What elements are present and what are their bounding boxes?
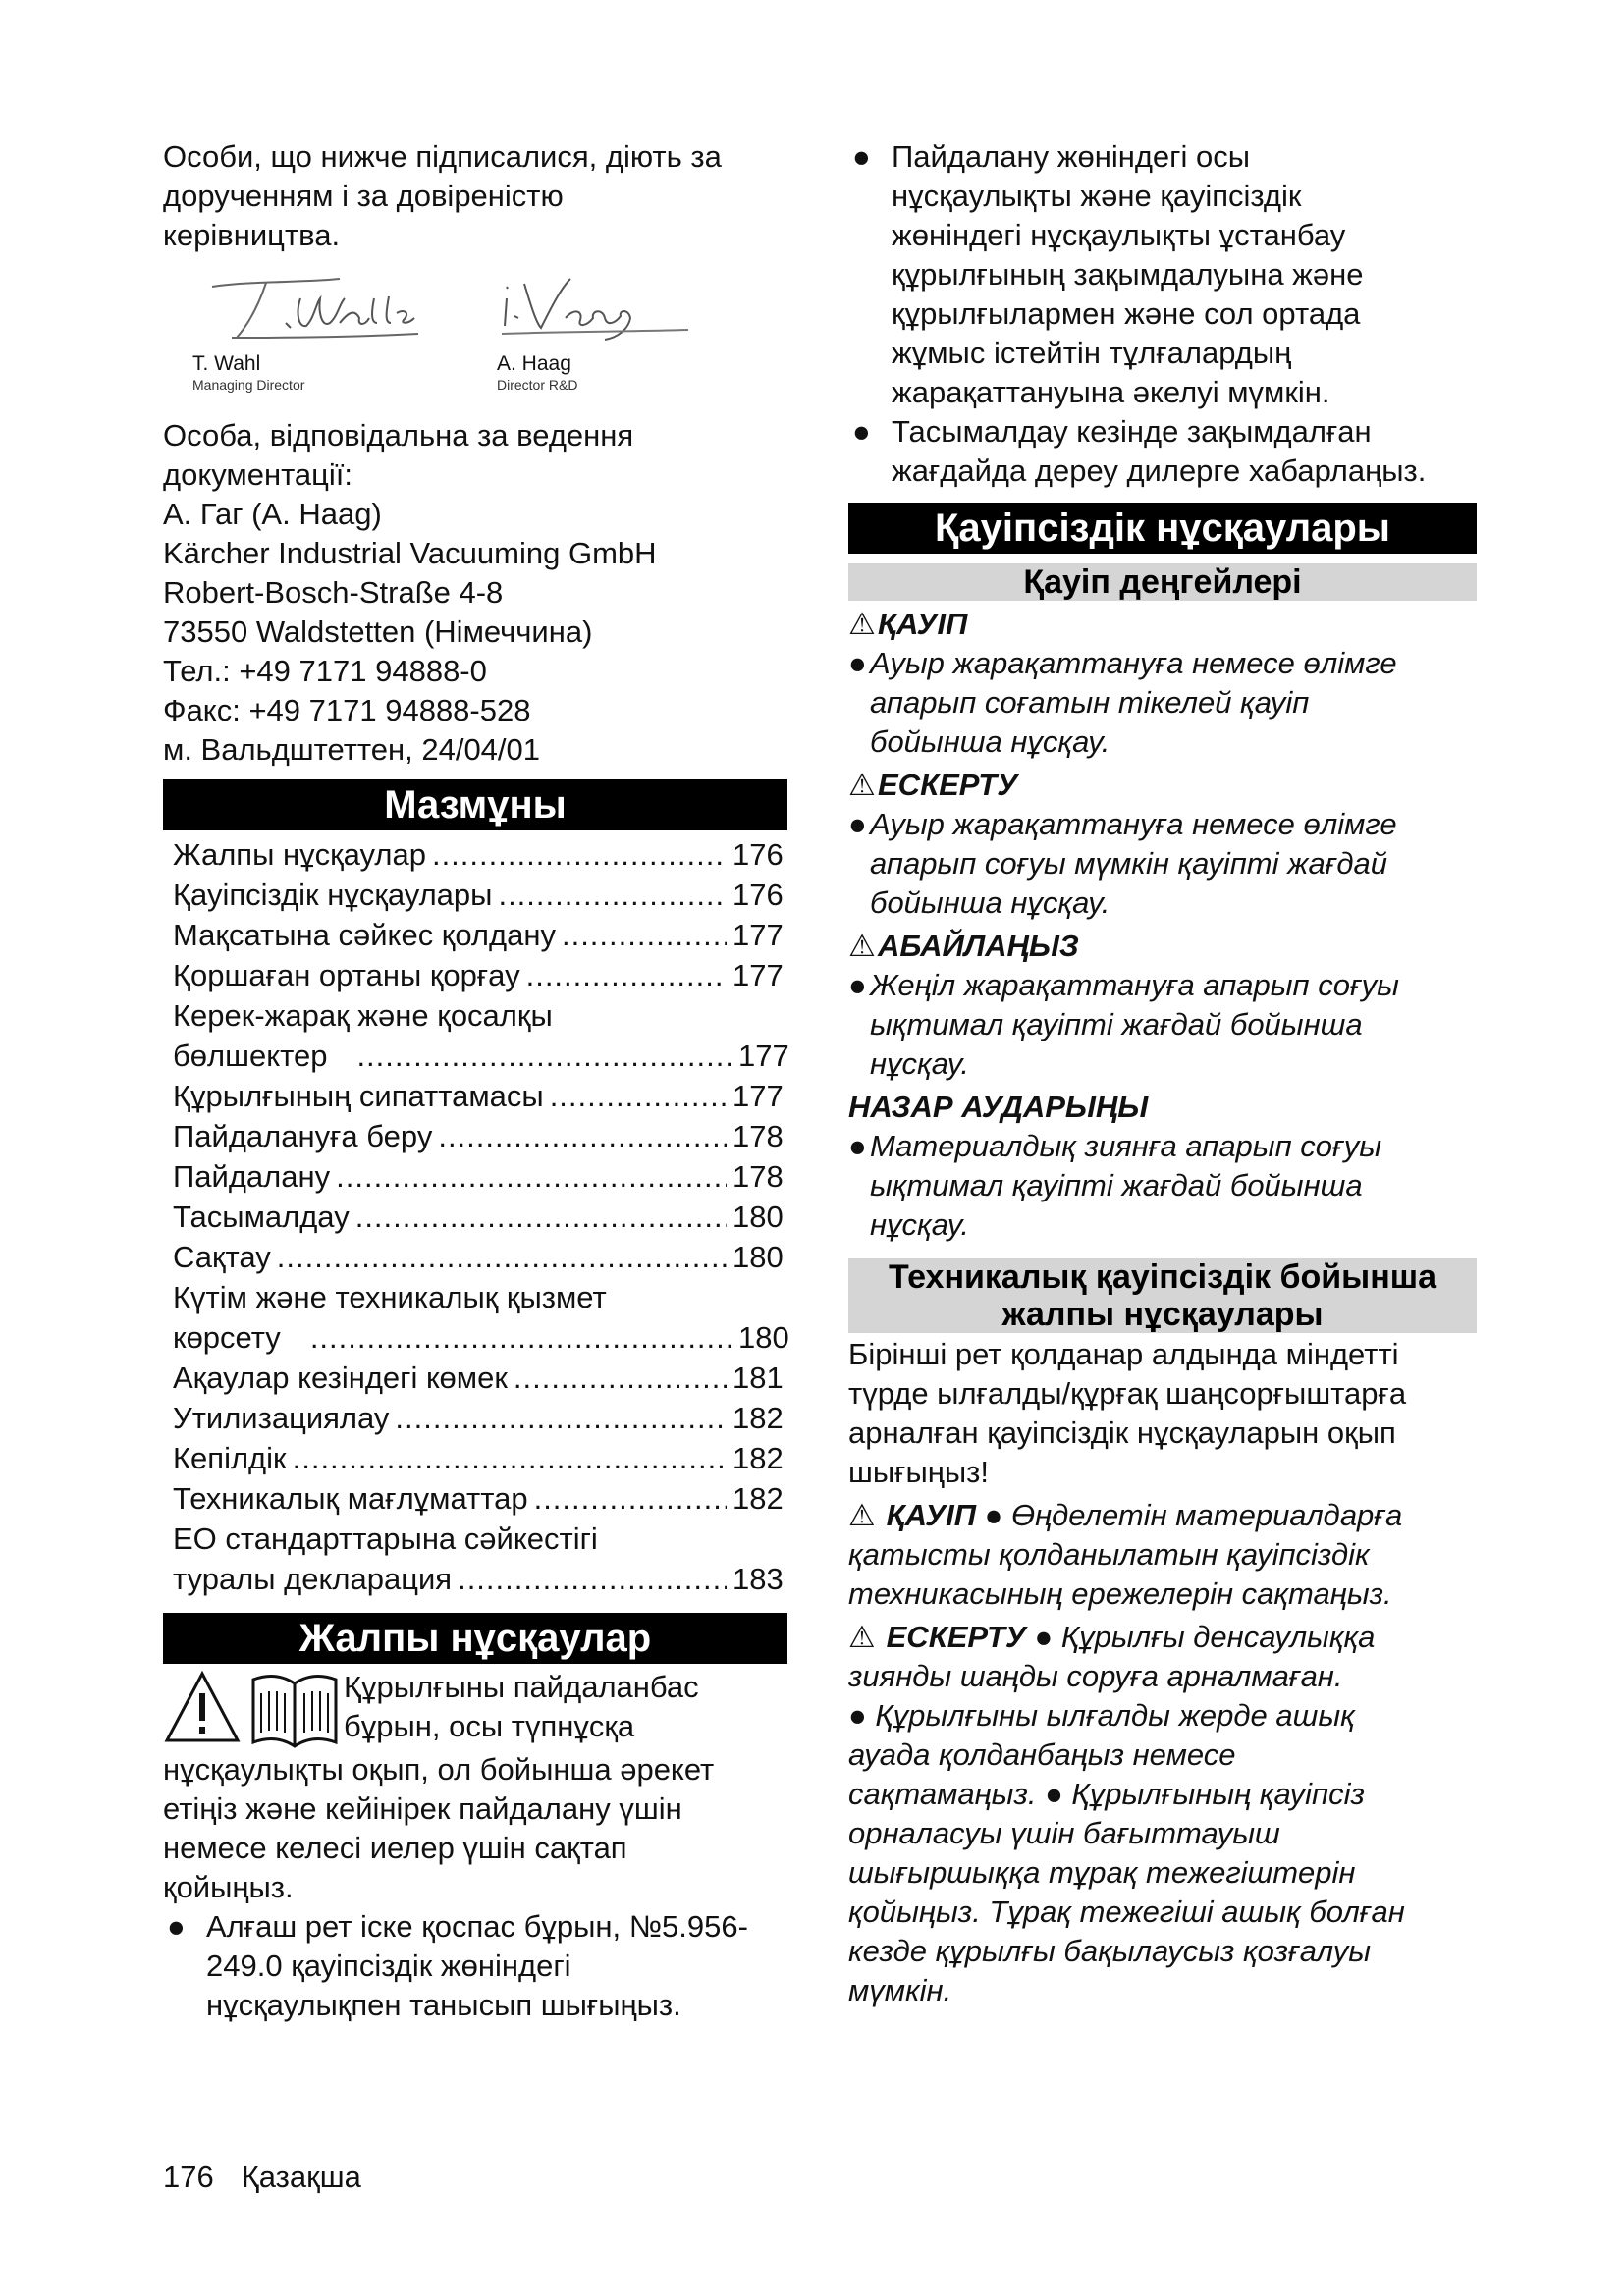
toc-leader	[534, 1478, 727, 1519]
tech-heading-line: Техникалық қауіпсіздік бойынша	[889, 1258, 1436, 1296]
bullet-line: жағдайда дереу дилерге хабарлаңыз.	[892, 454, 1427, 488]
contact-line: документації:	[163, 457, 353, 492]
list-item	[163, 1907, 787, 2025]
warning-line: ● Құрылғыны ылғалды жерде ашық	[848, 1698, 1355, 1733]
toc-entry-title: Керек-жарақ және қосалқы	[173, 998, 553, 1033]
level-block	[848, 605, 1477, 762]
general-line: Құрылғыны пайдаланбас	[344, 1670, 699, 1704]
contact-line: Особа, відповідальна за ведення	[163, 418, 634, 453]
warning-line: шығыршыққа тұрақ тежегіштерін	[848, 1855, 1356, 1890]
level-line: ықтимал қауіпті жағдай бойынша	[870, 1007, 1363, 1041]
toc-entry-title-cont: көрсету	[173, 1320, 281, 1355]
toc-entry[interactable]	[163, 915, 787, 955]
toc-entry[interactable]	[163, 1478, 787, 1519]
bullet-line: Пайдалану жөніндегі осы	[892, 139, 1250, 174]
tech-line: арналған қауіпсіздік нұсқауларын оқып	[848, 1415, 1396, 1450]
bullet-line: нұсқаулықпен танысып шығыңыз.	[206, 1988, 681, 2022]
toc-leader	[395, 1398, 727, 1438]
toc-leader	[336, 1156, 727, 1197]
warning-triangle-icon: ⚠	[848, 768, 876, 802]
warning-triangle-icon: ⚠	[848, 929, 876, 963]
toc-entry-title: Утилизациялау	[173, 1401, 390, 1435]
bullet-icon: ●	[852, 139, 871, 174]
general-line: немесе келесі иелер үшін сақтап	[163, 1831, 627, 1865]
warning-book-icons	[163, 1668, 338, 1750]
toc-entry-title: Кепілдік	[173, 1441, 287, 1475]
hazard-label: ҚАУІП	[886, 1498, 977, 1532]
warning-paragraph	[848, 1618, 1477, 2010]
bullet-line: жөніндегі нұсқаулықты ұстанбау	[892, 218, 1346, 252]
hazard-line: қатысты қолданылатын қауіпсіздік	[848, 1537, 1370, 1572]
warning-line: зиянды шаңды соруға арналмаған.	[848, 1659, 1343, 1693]
toc-entry[interactable]	[163, 1277, 787, 1358]
general-line: қойыңыз.	[163, 1870, 294, 1904]
bullet-line: жарақаттануына әкелуі мүмкін.	[892, 375, 1330, 409]
toc-entry-page: 176	[732, 837, 784, 872]
levels-heading: Қауіп деңгейлері	[848, 563, 1477, 601]
toc-leader	[562, 915, 727, 955]
toc-entry-page: 180	[738, 1320, 789, 1355]
hazard-paragraph	[848, 1496, 1477, 1614]
toc-entry-title: Күтім және техникалық қызмет	[173, 1280, 607, 1314]
signature-name: A. Haag	[497, 352, 571, 375]
signature-haag	[497, 269, 693, 394]
contact-line: м. Вальдштеттен, 24/04/01	[163, 732, 541, 767]
contact-line: Тел.: +49 7171 94888-0	[163, 654, 487, 688]
toc-entry-page: 182	[732, 1481, 784, 1516]
toc-entry[interactable]	[163, 1156, 787, 1197]
general-instructions	[163, 1668, 787, 2025]
toc-leader	[310, 1317, 732, 1358]
toc-entry[interactable]	[163, 1398, 787, 1438]
danger-levels	[848, 605, 1477, 1245]
contact-line: Факс: +49 7171 94888-528	[163, 693, 531, 727]
contact-line: Kärcher Industrial Vacuuming GmbH	[163, 536, 657, 570]
bullet-icon: ●	[848, 646, 867, 680]
left-column	[163, 137, 787, 2025]
intro-line: Особи, що нижче підписалися, діють за	[163, 139, 722, 174]
bullet-line: Алғаш рет іске қоспас бұрын, №5.956-	[206, 1909, 748, 1944]
toc-leader	[277, 1237, 727, 1277]
tech-line: түрде ылғалды/құрғақ шаңсорғыштарға	[848, 1376, 1407, 1411]
toc-entry-title: Құрылғының сипаттамасы	[173, 1079, 544, 1113]
warning-line: ауада қолданбаңыз немесе	[848, 1737, 1236, 1772]
list-item	[848, 137, 1477, 412]
tech-line: шығыңыз!	[848, 1455, 989, 1489]
toc-entry-title: Сақтау	[173, 1240, 271, 1274]
bullet-line: 249.0 қауіпсіздік жөніндегі	[206, 1949, 571, 1983]
level-line: бойынша нұсқау.	[870, 724, 1110, 759]
table-of-contents	[163, 834, 787, 1599]
level-title: НАЗАР АУДАРЫҢЫ	[848, 1090, 1149, 1124]
footer-language: Қазақша	[241, 2160, 361, 2194]
general-line: бұрын, осы түпнұсқа	[344, 1709, 635, 1743]
level-title: АБАЙЛАҢЫЗ	[878, 929, 1079, 963]
signature-wahl	[192, 269, 428, 394]
toc-leader	[432, 834, 727, 875]
toc-entry[interactable]	[163, 995, 787, 1076]
toc-entry-page: 180	[732, 1240, 784, 1274]
toc-entry-page: 182	[732, 1441, 784, 1475]
level-line: Материалдық зиянға апарып соғуы	[870, 1129, 1382, 1163]
bullet-line: нұсқаулықты және қауіпсіздік	[892, 179, 1302, 213]
warning-label: ЕСКЕРТУ	[886, 1620, 1026, 1654]
warning-triangle-icon	[163, 1668, 338, 1750]
general-line: етіңіз және кейінірек пайдалану үшін	[163, 1791, 682, 1826]
toc-entry-title: Қоршаған ортаны қорғау	[173, 958, 520, 992]
toc-heading: Мазмұны	[163, 779, 787, 830]
warning-line: ● Құрылғы денсаулыққа	[1034, 1620, 1376, 1654]
toc-entry-page: 181	[732, 1361, 784, 1395]
warning-triangle-icon: ⚠	[848, 1620, 876, 1654]
toc-leader	[438, 1116, 727, 1156]
intro-line: дорученням і за довіреністю	[163, 179, 564, 213]
tech-line: Бірінші рет қолданар алдында міндетті	[848, 1337, 1399, 1371]
toc-entry-page: 178	[732, 1119, 784, 1153]
general-heading: Жалпы нұсқаулар	[163, 1613, 787, 1664]
level-line: апарып соғуы мүмкін қауіпті жағдай	[870, 846, 1388, 881]
toc-leader	[293, 1438, 727, 1478]
toc-entry-title: Пайдалану	[173, 1159, 331, 1194]
hazard-line: ● Өңделетін материалдарға	[984, 1498, 1403, 1532]
level-line: бойынша нұсқау.	[870, 885, 1110, 920]
warning-line: мүмкін.	[848, 1973, 952, 2007]
toc-entry[interactable]	[163, 1197, 787, 1237]
general-line: нұсқаулықты оқып, ол бойынша әрекет	[163, 1752, 715, 1787]
level-line: нұсқау.	[870, 1207, 969, 1242]
toc-leader	[550, 1076, 727, 1116]
signature-role: Managing Director	[192, 377, 305, 393]
warning-line: қойыңыз. Тұрақ тежегіші ашық болған	[848, 1895, 1405, 1929]
toc-entry-title: Қауіпсіздік нұсқаулары	[173, 878, 493, 912]
warning-line: кезде құрылғы бақылаусыз қозғалуы	[848, 1934, 1372, 1968]
level-line: Ауыр жарақаттануға немесе өлімге	[870, 646, 1397, 680]
toc-entry[interactable]	[163, 1519, 787, 1599]
signature-haag-graphic	[497, 269, 693, 352]
level-line: ықтимал қауіпті жағдай бойынша	[870, 1168, 1363, 1202]
warning-triangle-icon: ⚠	[848, 1498, 876, 1532]
toc-entry-page: 177	[732, 1079, 784, 1113]
bullet-line: құрылғының зақымдалуына және	[892, 257, 1364, 292]
bullet-line: жұмыс істейтін тұлғалардың	[892, 336, 1292, 370]
toc-entry-title: Мақсатына сәйкес қолдану	[173, 918, 556, 952]
hazard-line: техникасының ережелерін сақтаңыз.	[848, 1576, 1392, 1611]
level-block	[848, 927, 1477, 1084]
intro-line: керівництва.	[163, 218, 341, 252]
toc-entry-page: 178	[732, 1159, 784, 1194]
signature-role: Director R&D	[497, 377, 578, 393]
bullet-line: Тасымалдау кезінде зақымдалған	[892, 414, 1372, 449]
tech-heading	[848, 1258, 1477, 1333]
toc-leader	[458, 1559, 727, 1599]
contact-line: А. Гаг (A. Haag)	[163, 497, 382, 531]
right-column	[848, 137, 1477, 2010]
toc-entry[interactable]	[163, 1358, 787, 1398]
bullet-icon: ●	[848, 807, 867, 841]
bullet-icon: ●	[167, 1909, 186, 1944]
page-footer	[163, 2160, 389, 2195]
signature-name: T. Wahl	[192, 352, 261, 375]
toc-leader	[356, 1036, 732, 1076]
toc-leader	[355, 1197, 727, 1237]
level-title: ЕСКЕРТУ	[878, 768, 1018, 802]
level-block	[848, 1088, 1477, 1245]
toc-entry-page: 183	[732, 1562, 784, 1596]
toc-leader	[526, 955, 727, 995]
toc-entry-title: ЕО стандарттарына сәйкестігі	[173, 1522, 598, 1556]
toc-entry[interactable]	[163, 1076, 787, 1116]
signature-wahl-graphic	[192, 269, 428, 352]
toc-entry[interactable]	[163, 875, 787, 915]
warning-line: сақтамаңыз. ● Құрылғының қауіпсіз	[848, 1777, 1365, 1811]
book-icon	[253, 1677, 336, 1746]
toc-leader	[514, 1358, 727, 1398]
bullet-icon: ●	[852, 414, 871, 449]
toc-entry-page: 177	[738, 1039, 789, 1073]
tech-text	[848, 1335, 1477, 1492]
toc-entry[interactable]	[163, 955, 787, 995]
toc-entry-title: Тасымалдау	[173, 1200, 350, 1234]
toc-entry-page: 177	[732, 918, 784, 952]
page-number: 176	[163, 2160, 214, 2194]
bullet-line: құрылғылармен және сол ортада	[892, 296, 1361, 331]
level-line: апарып соғатын тікелей қауіп	[870, 685, 1310, 720]
level-line: Ауыр жарақаттануға немесе өлімге	[870, 807, 1397, 841]
level-block	[848, 766, 1477, 923]
toc-entry[interactable]	[163, 834, 787, 875]
toc-entry-page: 180	[732, 1200, 784, 1234]
contact-line: 73550 Waldstetten (Німеччина)	[163, 614, 593, 649]
tech-heading-line: жалпы нұсқаулары	[1001, 1296, 1324, 1333]
bullet-icon: ●	[848, 1129, 867, 1163]
toc-entry-page: 177	[732, 958, 784, 992]
toc-entry-title: Пайдалануға беру	[173, 1119, 433, 1153]
bullet-icon: ●	[848, 968, 867, 1002]
safety-heading: Қауіпсіздік нұсқаулары	[848, 503, 1477, 554]
warning-triangle-icon: ⚠	[848, 607, 876, 641]
toc-entry-title: Ақаулар кезіндегі көмек	[173, 1361, 508, 1395]
level-line: Жеңіл жарақаттануға апарып соғуы	[870, 968, 1399, 1002]
contact-line: Robert-Bosch-Straße 4-8	[163, 575, 504, 610]
toc-entry[interactable]	[163, 1237, 787, 1277]
signatures	[163, 269, 787, 416]
toc-entry-page: 176	[732, 878, 784, 912]
toc-entry-page: 182	[732, 1401, 784, 1435]
toc-leader	[498, 875, 727, 915]
toc-entry-title-cont: бөлшектер	[173, 1039, 328, 1073]
level-title: ҚАУІП	[878, 607, 968, 641]
toc-entry-title-cont: туралы декларация	[173, 1562, 453, 1596]
toc-entry-title: Техникалық мағлұматтар	[173, 1481, 528, 1516]
level-line: нұсқау.	[870, 1046, 969, 1081]
warning-line: орналасуы үшін бағыттауыш	[848, 1816, 1280, 1850]
list-item	[848, 412, 1477, 491]
toc-entry-title: Жалпы нұсқаулар	[173, 837, 426, 872]
toc-entry[interactable]	[163, 1438, 787, 1478]
toc-entry[interactable]	[163, 1116, 787, 1156]
